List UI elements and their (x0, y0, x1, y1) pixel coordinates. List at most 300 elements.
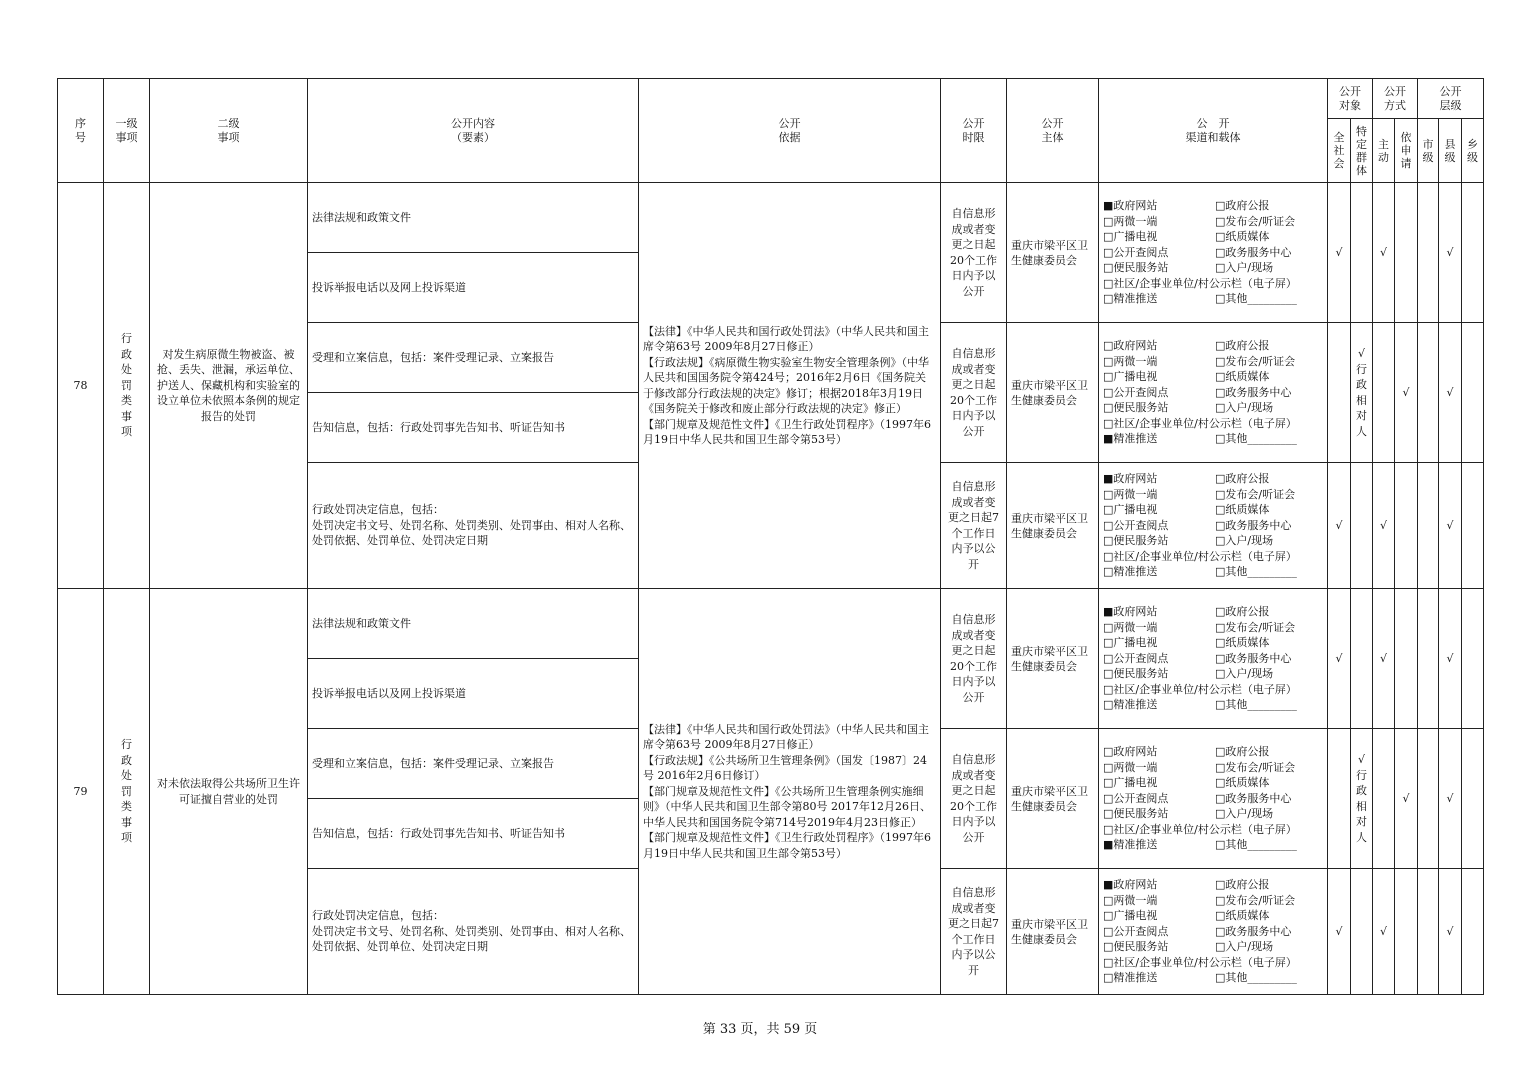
mark-cell (1395, 323, 1418, 463)
seq-number: 78 (58, 183, 104, 589)
mark-cell (1328, 183, 1351, 323)
channel-option-label: 纸质媒体 (1225, 909, 1270, 923)
channel-option (1215, 837, 1297, 853)
content-item: 投诉举报电话以及网上投诉渠道 (308, 659, 639, 729)
channel-option (1215, 697, 1297, 713)
channel-option (1103, 877, 1215, 893)
mark-cell (1328, 729, 1351, 869)
channel-line (1103, 893, 1323, 909)
channel-option-label: 公开查阅点 (1113, 245, 1169, 259)
unchecked-box-icon: □ (1215, 924, 1226, 938)
channel-option (1103, 518, 1215, 534)
channel-option (1215, 214, 1295, 230)
channel-option-label: 政府公报 (1225, 605, 1270, 619)
channel-option (1103, 431, 1215, 447)
channel-option (1215, 260, 1273, 276)
channel-option-label: 入户/现场 (1225, 940, 1274, 954)
unchecked-box-icon: □ (1103, 416, 1114, 430)
disclosure-subject: 重庆市梁平区卫生健康委员会 (1007, 729, 1099, 869)
mark-cell (1439, 463, 1462, 589)
channel-option (1103, 400, 1215, 416)
channel-option-label: 其他 (1225, 292, 1248, 306)
mark-cell (1328, 323, 1351, 463)
unchecked-box-icon: □ (1215, 776, 1226, 790)
channel-option (1103, 214, 1215, 230)
disclosure-subject: 重庆市梁平区卫生健康委员会 (1007, 323, 1099, 463)
time-limit: 自信息形 成或者变 更之日起 20个工作 日内予以 公开 (941, 729, 1007, 869)
channel-option-label: 政务服务中心 (1225, 245, 1292, 259)
channel-line (1103, 760, 1323, 776)
unchecked-box-icon: □ (1103, 245, 1114, 259)
checked-box-icon: ■ (1103, 432, 1114, 446)
channel-line (1103, 400, 1323, 416)
unchecked-box-icon: □ (1215, 620, 1226, 634)
unchecked-box-icon: □ (1215, 878, 1226, 892)
channel-line (1103, 635, 1323, 651)
channel-option-label: 社区/企事业单位/村公示栏（电子屏） (1113, 822, 1297, 836)
unchecked-box-icon: □ (1103, 534, 1114, 548)
channel-option-label: 两微一端 (1113, 214, 1158, 228)
channel-line (1103, 416, 1323, 432)
channel-line (1103, 549, 1323, 565)
administrative-counterpart: 行 政 相 对 人 (1356, 362, 1367, 438)
content-item: 法律法规和政策文件 (308, 589, 639, 659)
channel-option-label: 发布会/听证会 (1225, 354, 1296, 368)
channel-option (1103, 550, 1297, 563)
mark-cell (1351, 869, 1373, 995)
channel-option-label: 政府公报 (1225, 339, 1270, 353)
unchecked-box-icon: □ (1215, 838, 1226, 852)
unchecked-box-icon: □ (1103, 503, 1114, 517)
mark-cell (1418, 869, 1439, 995)
channel-option-label: 两微一端 (1113, 487, 1158, 501)
channel-option (1103, 806, 1215, 822)
channel-option (1103, 956, 1297, 969)
unchecked-box-icon: □ (1103, 339, 1114, 353)
channel-option (1215, 198, 1269, 214)
disclosure-subject: 重庆市梁平区卫生健康委员会 (1007, 869, 1099, 995)
channel-option (1215, 533, 1273, 549)
channel-option (1215, 431, 1297, 447)
unchecked-box-icon: □ (1103, 776, 1114, 790)
unchecked-box-icon: □ (1215, 487, 1226, 501)
channel-option (1103, 245, 1215, 261)
channel-option-label: 政府网站 (1113, 472, 1158, 486)
mark-cell (1373, 183, 1395, 323)
unchecked-box-icon: □ (1215, 605, 1226, 619)
time-limit: 自信息形 成或者变 更之日起 20个工作 日内予以 公开 (941, 323, 1007, 463)
channel-option (1103, 666, 1215, 682)
channel-option (1103, 564, 1215, 580)
channel-option-label: 便民服务站 (1113, 940, 1169, 954)
header-on-request: 依 申 请 (1395, 119, 1418, 183)
checked-box-icon: ■ (1103, 838, 1114, 852)
blank-underline: _________ (1247, 698, 1297, 712)
mark-cell (1395, 729, 1418, 869)
unchecked-box-icon: □ (1103, 667, 1114, 681)
channel-option-label: 公开查阅点 (1113, 791, 1169, 805)
channel-line (1103, 924, 1323, 940)
channel-option-label: 两微一端 (1113, 893, 1158, 907)
channel-option (1103, 487, 1215, 503)
channel-option (1103, 229, 1215, 245)
channel-option-label: 广播电视 (1113, 909, 1158, 923)
channel-option (1215, 385, 1291, 401)
channel-option-label: 便民服务站 (1113, 401, 1169, 415)
channel-option-label: 社区/企事业单位/村公示栏（电子屏） (1113, 549, 1297, 563)
channel-option (1215, 775, 1269, 791)
seq-number: 79 (58, 589, 104, 995)
channel-option (1103, 354, 1215, 370)
channel-line (1103, 518, 1323, 534)
channel-line (1103, 291, 1323, 307)
disclosure-subject: 重庆市梁平区卫生健康委员会 (1007, 589, 1099, 729)
mark-cell (1462, 323, 1484, 463)
channel-option-label: 政府网站 (1113, 878, 1158, 892)
channel-option-label: 两微一端 (1113, 620, 1158, 634)
unchecked-box-icon: □ (1215, 760, 1226, 774)
channels-cell-1-1 (1099, 589, 1328, 729)
channel-option-label: 公开查阅点 (1113, 385, 1169, 399)
disclosure-basis: 【法律】《中华人民共和国行政处罚法》（中华人民共和国主席令第63号 2009年8月27日修正） 【行政法规】《病原微生物实验室生物安全管理条例》（中华人民共和国国务院令第424号；2016年2月6日《国务院关于修改部分行政法规的决定》修订；根据2018年3月19日《国务院关于修改和废止部分行政法规的决定》修正） 【部门规章及规范性文件】《卫生行政处罚程序》（1997年6月19日中华人民共和国卫生部令第53号） (639, 183, 941, 589)
channel-option-label: 公开查阅点 (1113, 651, 1169, 665)
check-mark-icon: √ (1379, 245, 1387, 259)
checked-box-icon: ■ (1103, 472, 1114, 486)
channel-line (1103, 970, 1323, 986)
content-item: 受理和立案信息，包括：案件受理记录、立案报告 (308, 729, 639, 799)
channel-option (1215, 620, 1295, 636)
level2-item: 对未依法取得公共场所卫生许可证擅自营业的处罚 (150, 589, 308, 995)
unchecked-box-icon: □ (1103, 370, 1114, 384)
table-row (58, 589, 1484, 659)
mark-cell (1351, 323, 1373, 463)
mark-cell (1328, 589, 1351, 729)
unchecked-box-icon: □ (1215, 518, 1226, 532)
content-item: 告知信息，包括：行政处罚事先告知书、听证告知书 (308, 799, 639, 869)
check-mark-icon: √ (1446, 651, 1454, 665)
unchecked-box-icon: □ (1215, 401, 1226, 415)
unchecked-box-icon: □ (1103, 354, 1114, 368)
content-item: 法律法规和政策文件 (308, 183, 639, 253)
channel-option (1215, 744, 1269, 760)
mark-cell (1439, 869, 1462, 995)
unchecked-box-icon: □ (1103, 909, 1114, 923)
unchecked-box-icon: □ (1103, 682, 1114, 696)
check-mark-icon: √ (1379, 651, 1387, 665)
channel-option (1103, 198, 1215, 214)
channel-line (1103, 276, 1323, 292)
channel-option (1215, 502, 1269, 518)
channel-option (1215, 970, 1297, 986)
channel-line (1103, 338, 1323, 354)
unchecked-box-icon: □ (1215, 245, 1226, 259)
channel-line (1103, 198, 1323, 214)
channel-option-label: 广播电视 (1113, 636, 1158, 650)
mark-cell (1439, 323, 1462, 463)
unchecked-box-icon: □ (1215, 745, 1226, 759)
unchecked-box-icon: □ (1103, 651, 1114, 665)
disclosure-table (57, 78, 1484, 995)
channels-cell-0-1 (1099, 183, 1328, 323)
unchecked-box-icon: □ (1215, 292, 1226, 306)
channel-option-label: 政府网站 (1113, 605, 1158, 619)
disclosure-subject: 重庆市梁平区卫生健康委员会 (1007, 183, 1099, 323)
channel-option-label: 发布会/听证会 (1225, 760, 1296, 774)
channel-option (1103, 620, 1215, 636)
mark-cell (1328, 463, 1351, 589)
time-limit: 自信息形 成或者变 更之日起 20个工作 日内予以 公开 (941, 183, 1007, 323)
channels-cell-0-3 (1099, 463, 1328, 589)
channel-option (1103, 939, 1215, 955)
header-specific-group: 特 定 群 体 (1351, 119, 1373, 183)
header-lv1: 一级 事项 (104, 79, 150, 183)
channel-option-label: 其他 (1225, 432, 1248, 446)
channel-option (1103, 502, 1215, 518)
mark-cell (1395, 589, 1418, 729)
channel-line (1103, 369, 1323, 385)
level2-item: 对发生病原微生物被盗、被抢、丢失、泄漏，承运单位、护送人、保藏机构和实验室的设立单位未依照本条例的规定报告的处罚 (150, 183, 308, 589)
channel-line (1103, 533, 1323, 549)
check-mark-icon: √ (1446, 791, 1454, 805)
check-mark-icon: √ (1335, 924, 1343, 938)
channel-line (1103, 471, 1323, 487)
channel-option (1215, 806, 1273, 822)
unchecked-box-icon: □ (1103, 636, 1114, 650)
channel-option-label: 便民服务站 (1113, 667, 1169, 681)
channel-line (1103, 955, 1323, 971)
check-mark-icon: √ (1446, 245, 1454, 259)
unchecked-box-icon: □ (1215, 636, 1226, 650)
unchecked-box-icon: □ (1103, 276, 1114, 290)
channel-option-label: 政府公报 (1225, 472, 1270, 486)
unchecked-box-icon: □ (1215, 791, 1226, 805)
channel-line (1103, 806, 1323, 822)
channel-option-label: 社区/企事业单位/村公示栏（电子屏） (1113, 276, 1297, 290)
unchecked-box-icon: □ (1103, 261, 1114, 275)
unchecked-box-icon: □ (1215, 261, 1226, 275)
channel-option (1103, 291, 1215, 307)
channel-option-label: 政务服务中心 (1225, 518, 1292, 532)
page-number: 第 33 页，共 59 页 (702, 1022, 818, 1037)
channel-option (1103, 604, 1215, 620)
header-county-level: 县 级 (1439, 119, 1462, 183)
check-mark-icon: √ (1335, 245, 1343, 259)
mark-cell (1462, 463, 1484, 589)
unchecked-box-icon: □ (1103, 487, 1114, 501)
channel-option (1103, 893, 1215, 909)
channel-option (1103, 697, 1215, 713)
check-mark-icon: √ (1335, 651, 1343, 665)
header-channel: 公 开 渠道和载体 (1099, 79, 1328, 183)
unchecked-box-icon: □ (1103, 214, 1114, 228)
channel-option-label: 纸质媒体 (1225, 230, 1270, 244)
channel-line (1103, 666, 1323, 682)
checked-box-icon: ■ (1103, 605, 1114, 619)
channel-option-label: 政府网站 (1113, 199, 1158, 213)
channel-option (1103, 533, 1215, 549)
channel-line (1103, 939, 1323, 955)
channel-option (1215, 604, 1269, 620)
channel-option (1215, 651, 1291, 667)
check-mark-icon: √ (1446, 518, 1454, 532)
channel-option (1103, 970, 1215, 986)
channel-option-label: 社区/企事业单位/村公示栏（电子屏） (1113, 955, 1297, 969)
mark-cell (1351, 589, 1373, 729)
mark-cell (1439, 729, 1462, 869)
unchecked-box-icon: □ (1215, 534, 1226, 548)
content-item: 告知信息，包括：行政处罚事先告知书、听证告知书 (308, 393, 639, 463)
channel-line (1103, 620, 1323, 636)
channel-option-label: 入户/现场 (1225, 807, 1274, 821)
unchecked-box-icon: □ (1215, 651, 1226, 665)
channels-cell-1-2 (1099, 729, 1328, 869)
time-limit: 自信息形 成或者变 更之日起7 个工作日 内予以公 开 (941, 869, 1007, 995)
content-item: 行政处罚决定信息，包括： 处罚决定书文号、处罚名称、处罚类别、处罚事由、相对人名称、处罚依据、处罚单位、处罚决定日期 (308, 869, 639, 995)
channel-option (1215, 791, 1291, 807)
channel-option-label: 精准推送 (1113, 971, 1158, 985)
mark-cell (1439, 183, 1462, 323)
mark-cell (1418, 729, 1439, 869)
channel-option (1215, 229, 1269, 245)
mark-cell (1395, 463, 1418, 589)
check-mark-icon: √ (1357, 347, 1365, 360)
blank-underline: _________ (1247, 838, 1297, 852)
check-mark-icon: √ (1335, 518, 1343, 532)
content-item: 受理和立案信息，包括：案件受理记录、立案报告 (308, 323, 639, 393)
channel-line (1103, 564, 1323, 580)
channel-option (1103, 744, 1215, 760)
channel-option-label: 发布会/听证会 (1225, 893, 1296, 907)
mark-cell (1462, 589, 1484, 729)
channel-option-label: 广播电视 (1113, 503, 1158, 517)
channel-option-label: 公开查阅点 (1113, 924, 1169, 938)
channel-option (1103, 775, 1215, 791)
channel-option-label: 政府公报 (1225, 878, 1270, 892)
channel-option-label: 广播电视 (1113, 370, 1158, 384)
channel-option (1103, 338, 1215, 354)
channel-option (1103, 760, 1215, 776)
disclosure-subject: 重庆市梁平区卫生健康委员会 (1007, 463, 1099, 589)
checked-box-icon: ■ (1103, 878, 1114, 892)
channel-option-label: 政府公报 (1225, 199, 1270, 213)
channel-option (1103, 791, 1215, 807)
channel-option-label: 便民服务站 (1113, 534, 1169, 548)
channels-cell-1-3 (1099, 869, 1328, 995)
header-time: 公开 时限 (941, 79, 1007, 183)
unchecked-box-icon: □ (1103, 230, 1114, 244)
header-subject: 公开 主体 (1007, 79, 1099, 183)
header-method: 公开 方式 (1373, 79, 1418, 119)
header-lv2: 二级 事项 (150, 79, 308, 183)
unchecked-box-icon: □ (1215, 385, 1226, 399)
unchecked-box-icon: □ (1103, 822, 1114, 836)
channel-option (1103, 471, 1215, 487)
unchecked-box-icon: □ (1103, 401, 1114, 415)
channel-option-label: 政务服务中心 (1225, 385, 1292, 399)
unchecked-box-icon: □ (1215, 667, 1226, 681)
mark-cell (1351, 729, 1373, 869)
channel-option-label: 发布会/听证会 (1225, 214, 1296, 228)
unchecked-box-icon: □ (1215, 432, 1226, 446)
channel-option (1215, 924, 1291, 940)
unchecked-box-icon: □ (1215, 971, 1226, 985)
channel-option-label: 纸质媒体 (1225, 636, 1270, 650)
channel-option (1103, 837, 1215, 853)
channel-option-label: 入户/现场 (1225, 534, 1274, 548)
channel-option-label: 政务服务中心 (1225, 651, 1292, 665)
channel-option (1215, 471, 1269, 487)
unchecked-box-icon: □ (1103, 292, 1114, 306)
content-item: 投诉举报电话以及网上投诉渠道 (308, 253, 639, 323)
channel-option (1103, 417, 1297, 430)
header-row-1 (58, 79, 1484, 119)
unchecked-box-icon: □ (1103, 807, 1114, 821)
channel-line (1103, 354, 1323, 370)
channel-option-label: 入户/现场 (1225, 261, 1274, 275)
channel-option-label: 政府网站 (1113, 339, 1158, 353)
channel-option (1103, 260, 1215, 276)
mark-cell (1462, 183, 1484, 323)
channel-option (1215, 518, 1291, 534)
channel-line (1103, 697, 1323, 713)
unchecked-box-icon: □ (1103, 385, 1114, 399)
channel-option (1215, 400, 1273, 416)
unchecked-box-icon: □ (1103, 565, 1114, 579)
channel-option-label: 广播电视 (1113, 230, 1158, 244)
channel-line (1103, 431, 1323, 447)
mark-cell (1395, 869, 1418, 995)
channel-option (1103, 635, 1215, 651)
header-town-level: 乡 级 (1462, 119, 1484, 183)
channel-option (1215, 666, 1273, 682)
channel-option-label: 政府公报 (1225, 745, 1270, 759)
unchecked-box-icon: □ (1215, 199, 1226, 213)
channel-option (1215, 635, 1269, 651)
blank-underline: _________ (1247, 432, 1297, 446)
channel-option-label: 精准推送 (1113, 565, 1158, 579)
channel-line (1103, 651, 1323, 667)
mark-cell (1462, 729, 1484, 869)
channel-line (1103, 791, 1323, 807)
channel-line (1103, 837, 1323, 853)
channel-option-label: 其他 (1225, 565, 1248, 579)
header-all-society: 全 社 会 (1328, 119, 1351, 183)
channel-line (1103, 822, 1323, 838)
channel-line (1103, 260, 1323, 276)
channel-option-label: 纸质媒体 (1225, 370, 1270, 384)
channel-option (1215, 354, 1295, 370)
unchecked-box-icon: □ (1215, 807, 1226, 821)
mark-cell (1373, 323, 1395, 463)
channel-line (1103, 487, 1323, 503)
channel-option (1215, 877, 1269, 893)
channel-option-label: 发布会/听证会 (1225, 487, 1296, 501)
header-seq: 序 号 (58, 79, 104, 183)
unchecked-box-icon: □ (1215, 503, 1226, 517)
mark-cell (1395, 183, 1418, 323)
mark-cell (1439, 589, 1462, 729)
unchecked-box-icon: □ (1103, 760, 1114, 774)
channel-option-label: 政务服务中心 (1225, 924, 1292, 938)
channel-option-label: 便民服务站 (1113, 261, 1169, 275)
header-city-level: 市 级 (1418, 119, 1439, 183)
unchecked-box-icon: □ (1215, 893, 1226, 907)
unchecked-box-icon: □ (1103, 791, 1114, 805)
content-item: 行政处罚决定信息，包括： 处罚决定书文号、处罚名称、处罚类别、处罚事由、相对人名称、处罚依据、处罚单位、处罚决定日期 (308, 463, 639, 589)
check-mark-icon: √ (1446, 385, 1454, 399)
blank-underline: _________ (1247, 971, 1297, 985)
check-mark-icon: √ (1402, 791, 1410, 805)
